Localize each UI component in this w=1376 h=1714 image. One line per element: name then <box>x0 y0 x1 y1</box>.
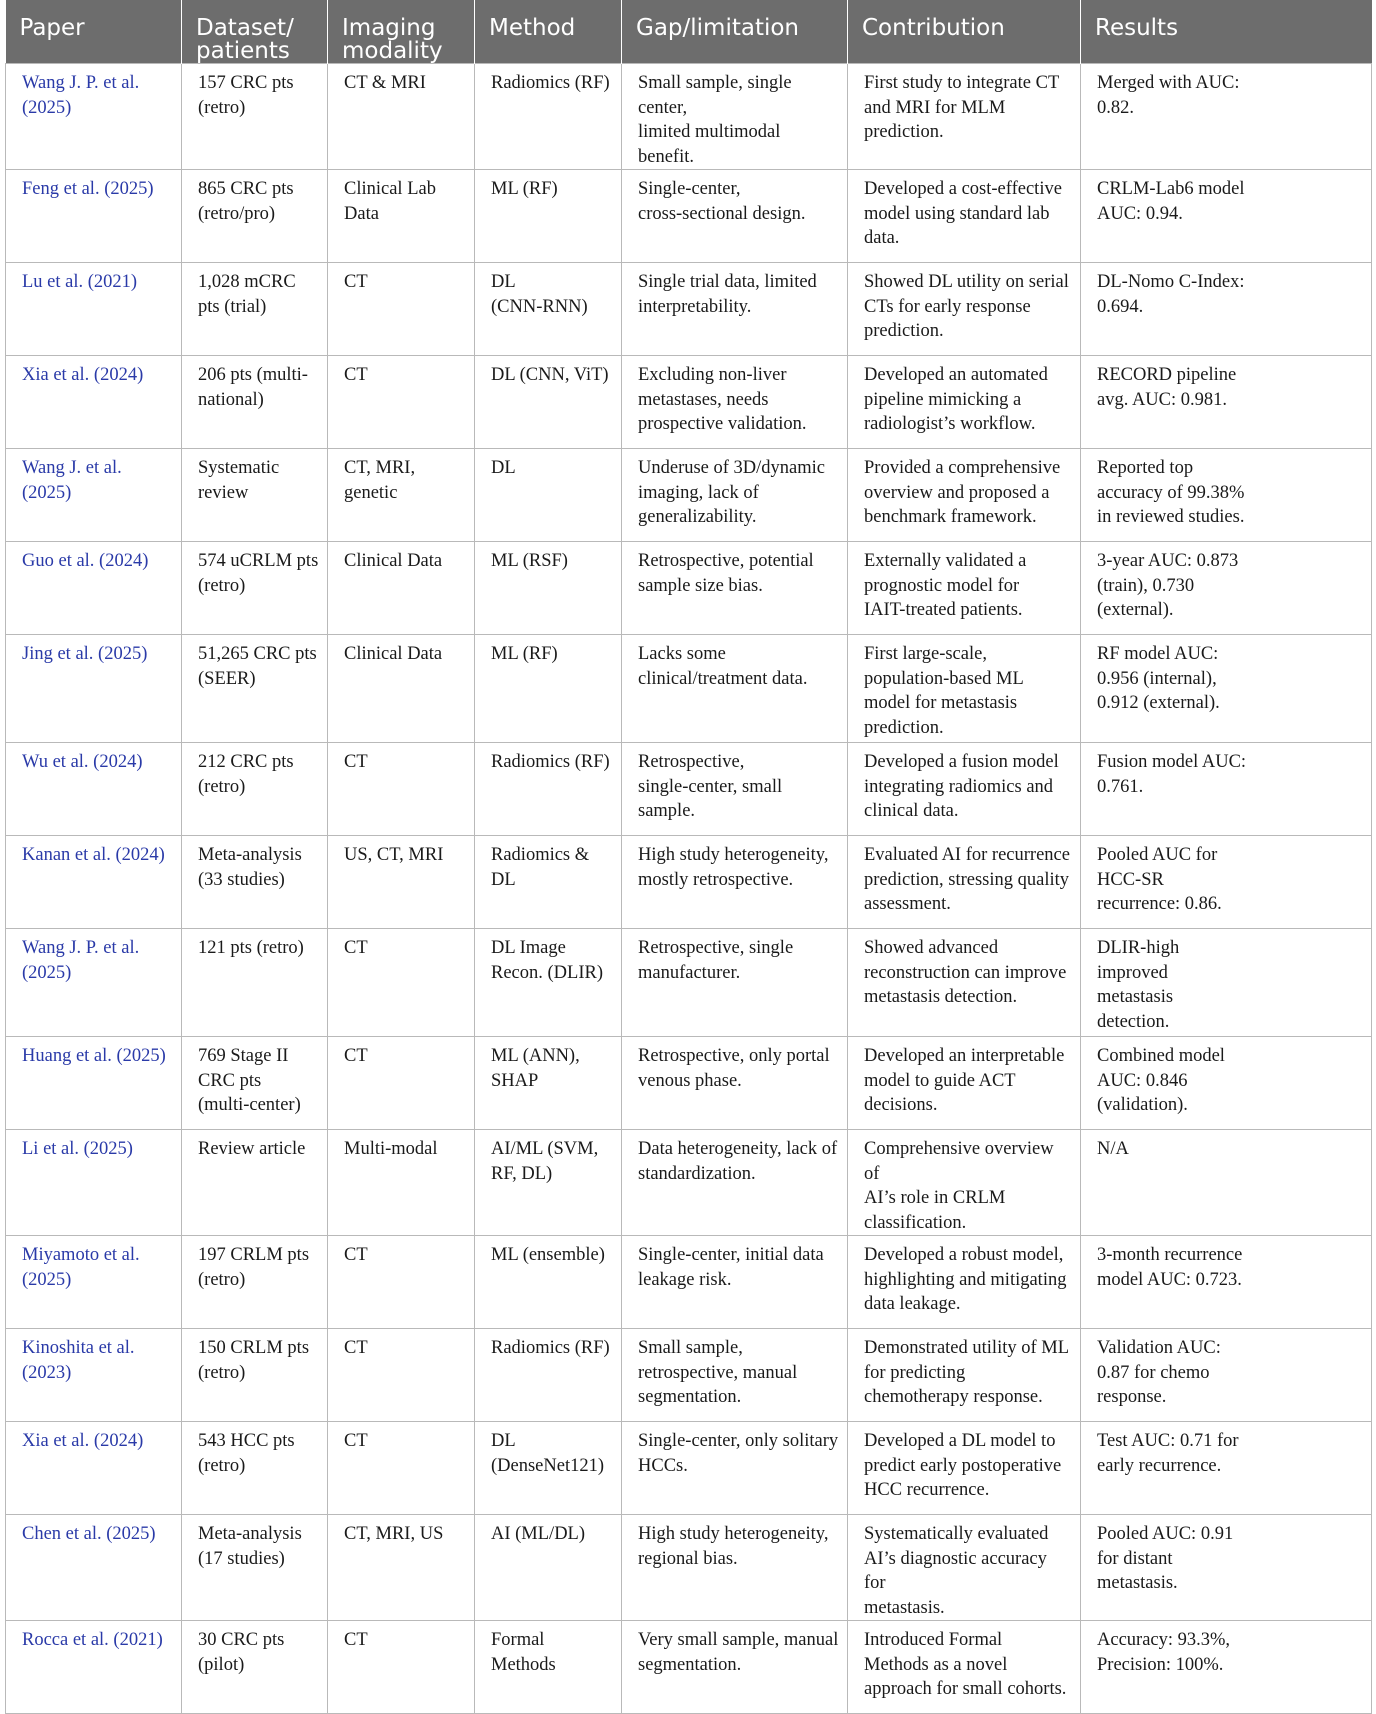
cell-dataset: 157 CRC pts (retro) <box>182 64 328 170</box>
cell-contribution: First study to integrate CT and MRI for MLM prediction. <box>848 64 1081 170</box>
table-row <box>6 836 1372 929</box>
cell-method: DL (DenseNet121) <box>475 1422 622 1515</box>
cell-paper[interactable]: Wang J. P. et al. (2025) <box>6 64 182 170</box>
col-header-contribution <box>848 0 1081 64</box>
table-row <box>6 1236 1372 1329</box>
literature-review-table <box>5 0 1372 1714</box>
cell-contribution: Demonstrated utility of ML for predicting chemotherapy response. <box>848 1329 1081 1422</box>
cell-gap: Excluding non-liver metastases, needs prospective validation. <box>622 356 848 449</box>
cell-method: ML (RF) <box>475 170 622 263</box>
table-row <box>6 542 1372 635</box>
cell-contribution: Showed advanced reconstruction can improve metastasis detection. <box>848 929 1081 1037</box>
col-header-dataset <box>182 0 328 64</box>
cell-dataset: 574 uCRLM pts (retro) <box>182 542 328 635</box>
table-row <box>6 170 1372 263</box>
cell-modality: CT, MRI, genetic <box>328 449 475 542</box>
header-label: Method <box>489 15 576 41</box>
cell-paper[interactable]: Wang J. et al. (2025) <box>6 449 182 542</box>
cell-modality: CT <box>328 1621 475 1714</box>
cell-paper[interactable]: Wang J. P. et al. (2025) <box>6 929 182 1037</box>
cell-method: ML (ensemble) <box>475 1236 622 1329</box>
cell-paper[interactable]: Chen et al. (2025) <box>6 1515 182 1621</box>
cell-gap: Single-center, initial data leakage risk. <box>622 1236 848 1329</box>
cell-contribution: Provided a comprehensive overview and proposed a benchmark framework. <box>848 449 1081 542</box>
cell-contribution: Comprehensive overview of AI’s role in CRLM classification. <box>848 1130 1081 1236</box>
cell-gap: Underuse of 3D/dynamic imaging, lack of generalizability. <box>622 449 848 542</box>
cell-dataset: 769 Stage II CRC pts (multi-center) <box>182 1037 328 1130</box>
header-label: Dataset/ patients <box>196 15 294 64</box>
cell-gap: Very small sample, manual segmentation. <box>622 1621 848 1714</box>
cell-dataset: 197 CRLM pts (retro) <box>182 1236 328 1329</box>
header-label: Imaging modality <box>342 15 443 64</box>
cell-method: ML (RF) <box>475 635 622 743</box>
header-label: Results <box>1095 15 1179 41</box>
table-row <box>6 1130 1372 1236</box>
cell-dataset: Review article <box>182 1130 328 1236</box>
cell-contribution: Developed an interpretable model to guide ACT decisions. <box>848 1037 1081 1130</box>
cell-paper[interactable]: Guo et al. (2024) <box>6 542 182 635</box>
cell-results: CRLM-Lab6 model AUC: 0.94. <box>1081 170 1372 263</box>
cell-contribution: Evaluated AI for recurrence prediction, stressing quality assessment. <box>848 836 1081 929</box>
cell-paper[interactable]: Rocca et al. (2021) <box>6 1621 182 1714</box>
cell-method: AI (ML/DL) <box>475 1515 622 1621</box>
cell-modality: CT <box>328 1037 475 1130</box>
cell-method: ML (ANN), SHAP <box>475 1037 622 1130</box>
cell-method: ML (RSF) <box>475 542 622 635</box>
cell-dataset: 865 CRC pts (retro/pro) <box>182 170 328 263</box>
cell-gap: Small sample, single center, limited multimodal benefit. <box>622 64 848 170</box>
cell-modality: CT <box>328 929 475 1037</box>
cell-results: Accuracy: 93.3%, Precision: 100%. <box>1081 1621 1372 1714</box>
cell-dataset: Systematic review <box>182 449 328 542</box>
cell-method: Radiomics & DL <box>475 836 622 929</box>
cell-results: Merged with AUC: 0.82. <box>1081 64 1372 170</box>
cell-method: AI/ML (SVM, RF, DL) <box>475 1130 622 1236</box>
table-row <box>6 743 1372 836</box>
cell-gap: Single-center, only solitary HCCs. <box>622 1422 848 1515</box>
cell-gap: Single-center, cross-sectional design. <box>622 170 848 263</box>
table-row <box>6 64 1372 170</box>
cell-paper[interactable]: Lu et al. (2021) <box>6 263 182 356</box>
cell-gap: High study heterogeneity, regional bias. <box>622 1515 848 1621</box>
cell-results: DL-Nomo C-Index: 0.694. <box>1081 263 1372 356</box>
table-row <box>6 1329 1372 1422</box>
cell-dataset: 121 pts (retro) <box>182 929 328 1037</box>
cell-gap: Retrospective, single manufacturer. <box>622 929 848 1037</box>
cell-gap: Single trial data, limited interpretability. <box>622 263 848 356</box>
cell-contribution: Introduced Formal Methods as a novel approach for small cohorts. <box>848 1621 1081 1714</box>
cell-method: DL (CNN-RNN) <box>475 263 622 356</box>
cell-results: 3-year AUC: 0.873 (train), 0.730 (external). <box>1081 542 1372 635</box>
cell-gap: Small sample, retrospective, manual segmentation. <box>622 1329 848 1422</box>
header-label: Contribution <box>862 15 1005 41</box>
cell-contribution: Developed a robust model, highlighting and mitigating data leakage. <box>848 1236 1081 1329</box>
cell-method: Radiomics (RF) <box>475 64 622 170</box>
cell-gap: Retrospective, only portal venous phase. <box>622 1037 848 1130</box>
cell-dataset: Meta-analysis (17 studies) <box>182 1515 328 1621</box>
cell-gap: Data heterogeneity, lack of standardization. <box>622 1130 848 1236</box>
header-row <box>6 0 1372 64</box>
cell-modality: Multi-modal <box>328 1130 475 1236</box>
cell-paper[interactable]: Li et al. (2025) <box>6 1130 182 1236</box>
cell-modality: CT & MRI <box>328 64 475 170</box>
cell-dataset: 51,265 CRC pts (SEER) <box>182 635 328 743</box>
cell-gap: Lacks some clinical/treatment data. <box>622 635 848 743</box>
cell-paper[interactable]: Kanan et al. (2024) <box>6 836 182 929</box>
cell-dataset: 212 CRC pts (retro) <box>182 743 328 836</box>
cell-contribution: Showed DL utility on serial CTs for early response prediction. <box>848 263 1081 356</box>
cell-paper[interactable]: Feng et al. (2025) <box>6 170 182 263</box>
cell-modality: CT <box>328 743 475 836</box>
cell-results: RECORD pipeline avg. AUC: 0.981. <box>1081 356 1372 449</box>
cell-results: Validation AUC: 0.87 for chemo response. <box>1081 1329 1372 1422</box>
cell-dataset: 206 pts (multi- national) <box>182 356 328 449</box>
cell-gap: Retrospective, single-center, small sample. <box>622 743 848 836</box>
cell-method: DL <box>475 449 622 542</box>
cell-method: Radiomics (RF) <box>475 1329 622 1422</box>
cell-paper[interactable]: Xia et al. (2024) <box>6 1422 182 1515</box>
cell-method: DL (CNN, ViT) <box>475 356 622 449</box>
col-header-imaging-modality <box>328 0 475 64</box>
cell-modality: CT <box>328 1329 475 1422</box>
cell-paper[interactable]: Kinoshita et al. (2023) <box>6 1329 182 1422</box>
cell-modality: CT <box>328 356 475 449</box>
cell-modality: CT <box>328 263 475 356</box>
header-label: Paper <box>19 15 85 41</box>
cell-contribution: First large-scale, population-based ML model for metastasis prediction. <box>848 635 1081 743</box>
col-header-gap-limitation <box>622 0 848 64</box>
cell-contribution: Developed a cost-effective model using standard lab data. <box>848 170 1081 263</box>
cell-dataset: 30 CRC pts (pilot) <box>182 1621 328 1714</box>
cell-results: Pooled AUC: 0.91 for distant metastasis. <box>1081 1515 1372 1621</box>
cell-method: Radiomics (RF) <box>475 743 622 836</box>
cell-dataset: 1,028 mCRC pts (trial) <box>182 263 328 356</box>
cell-paper[interactable]: Wu et al. (2024) <box>6 743 182 836</box>
cell-dataset: Meta-analysis (33 studies) <box>182 836 328 929</box>
cell-gap: High study heterogeneity, mostly retrospective. <box>622 836 848 929</box>
cell-results: Test AUC: 0.71 for early recurrence. <box>1081 1422 1372 1515</box>
cell-results: DLIR-high improved metastasis detection. <box>1081 929 1372 1037</box>
table-row <box>6 1422 1372 1515</box>
cell-dataset: 543 HCC pts (retro) <box>182 1422 328 1515</box>
table-row <box>6 449 1372 542</box>
cell-contribution: Developed a DL model to predict early postoperative HCC recurrence. <box>848 1422 1081 1515</box>
cell-results: Combined model AUC: 0.846 (validation). <box>1081 1037 1372 1130</box>
cell-paper[interactable]: Miyamoto et al. (2025) <box>6 1236 182 1329</box>
cell-results: N/A <box>1081 1130 1372 1236</box>
cell-contribution: Developed a fusion model integrating radiomics and clinical data. <box>848 743 1081 836</box>
header-label: Gap/limitation <box>636 15 800 41</box>
table-row <box>6 356 1372 449</box>
cell-paper[interactable]: Jing et al. (2025) <box>6 635 182 743</box>
cell-gap: Retrospective, potential sample size bias. <box>622 542 848 635</box>
table-row <box>6 1037 1372 1130</box>
cell-contribution: Externally validated a prognostic model for IAIT-treated patients. <box>848 542 1081 635</box>
cell-paper[interactable]: Huang et al. (2025) <box>6 1037 182 1130</box>
cell-modality: CT <box>328 1236 475 1329</box>
table-row <box>6 1515 1372 1621</box>
cell-modality: CT, MRI, US <box>328 1515 475 1621</box>
table-row <box>6 263 1372 356</box>
cell-contribution: Developed an automated pipeline mimicking a radiologist’s workflow. <box>848 356 1081 449</box>
table-row <box>6 635 1372 743</box>
cell-results: 3-month recurrence model AUC: 0.723. <box>1081 1236 1372 1329</box>
cell-modality: Clinical Data <box>328 635 475 743</box>
col-header-method <box>475 0 622 64</box>
cell-method: DL Image Recon. (DLIR) <box>475 929 622 1037</box>
col-header-results <box>1081 0 1372 64</box>
cell-dataset: 150 CRLM pts (retro) <box>182 1329 328 1422</box>
cell-results: Reported top accuracy of 99.38% in reviewed studies. <box>1081 449 1372 542</box>
table-body <box>6 64 1372 1714</box>
cell-modality: Clinical Data <box>328 542 475 635</box>
table-row <box>6 1621 1372 1714</box>
cell-modality: US, CT, MRI <box>328 836 475 929</box>
table-row <box>6 929 1372 1037</box>
cell-modality: Clinical Lab Data <box>328 170 475 263</box>
cell-modality: CT <box>328 1422 475 1515</box>
cell-results: Fusion model AUC: 0.761. <box>1081 743 1372 836</box>
cell-results: Pooled AUC for HCC-SR recurrence: 0.86. <box>1081 836 1372 929</box>
cell-paper[interactable]: Xia et al. (2024) <box>6 356 182 449</box>
cell-contribution: Systematically evaluated AI’s diagnostic accuracy for metastasis. <box>848 1515 1081 1621</box>
cell-method: Formal Methods <box>475 1621 622 1714</box>
col-header-paper <box>6 0 182 64</box>
cell-results: RF model AUC: 0.956 (internal), 0.912 (external). <box>1081 635 1372 743</box>
